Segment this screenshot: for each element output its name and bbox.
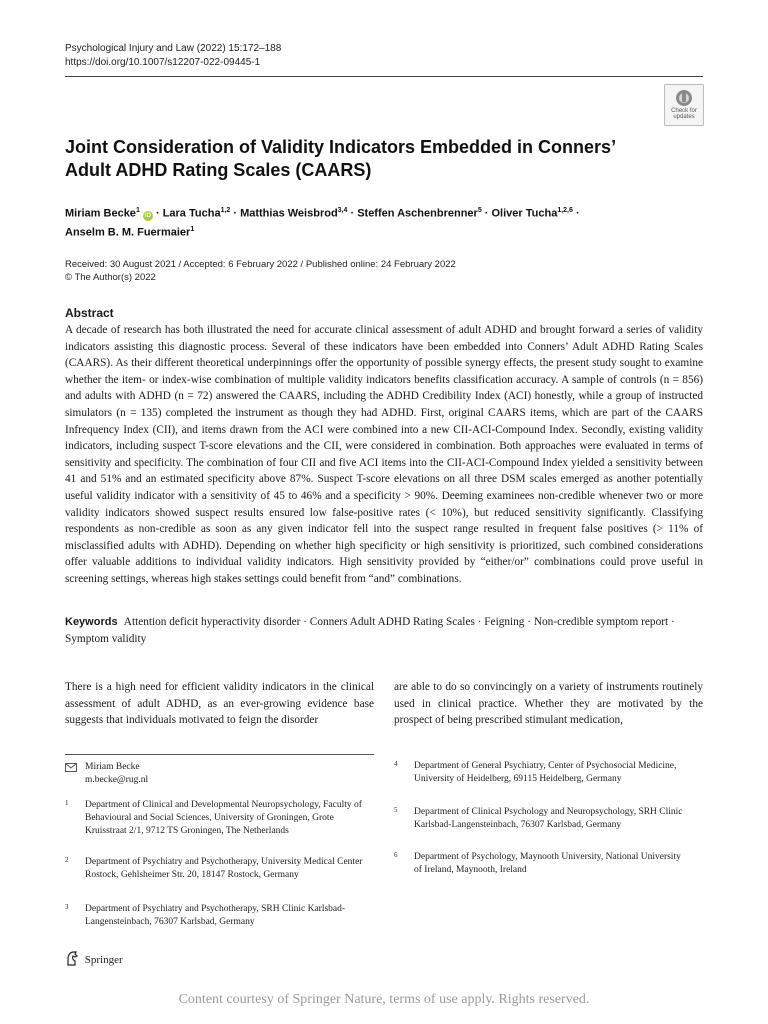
- affiliation-6: [394, 851, 684, 877]
- affiliation-number: 2: [65, 856, 69, 864]
- author-name[interactable]: Miriam Becke: [65, 207, 136, 220]
- affiliation-text: Department of Psychology, Maynooth University, National University of Ireland, Maynooth, Ireland: [414, 852, 681, 875]
- affiliation-5: [394, 806, 684, 832]
- author-list: [65, 203, 625, 240]
- publisher-name: Springer: [84, 954, 123, 966]
- publication-dates: [65, 258, 456, 284]
- badge-line1: Check for: [671, 108, 697, 114]
- correspondence-name: Miriam Becke: [85, 762, 140, 772]
- author-separator: ·: [152, 207, 163, 220]
- author-affiliation-sup: 1,2: [220, 207, 231, 214]
- orcid-icon[interactable]: iD: [144, 212, 151, 219]
- author-affiliation-sup: 1: [135, 207, 140, 214]
- affiliation-number: 4: [394, 760, 398, 768]
- affiliation-text: Department of Psychiatry and Psychotherapy, SRH Clinic Karlsbad-Langensteinbach, 76307 Karlsbad, Germany: [85, 904, 346, 927]
- author-affiliation-sup: 5: [477, 207, 482, 214]
- envelope-icon: [65, 763, 77, 772]
- header-rule: [65, 76, 703, 77]
- affiliation-text: Department of Clinical Psychology and Neuropsychology, SRH Clinic Karlsbad-Langensteinbach, 76307 Karlsbad, Germany: [414, 807, 683, 830]
- keywords: [65, 614, 703, 647]
- courtesy-notice: Content courtesy of Springer Nature, terms of use apply. Rights reserved.: [178, 992, 590, 1007]
- check-for-updates-badge[interactable]: [664, 84, 704, 126]
- affiliation-text: Department of General Psychiatry, Center of Psychosocial Medicine, University of Heidelberg, 69115 Heidelberg, Germany: [414, 761, 677, 784]
- affiliation-1: [65, 799, 365, 838]
- abstract-heading: Abstract: [65, 306, 114, 320]
- article-title: Joint Consideration of Validity Indicators Embedded in Conners’ Adult ADHD Rating Scales (CAARS): [65, 137, 616, 180]
- affiliation-text: Department of Psychiatry and Psychotherapy, University Medical Center Rostock, Gehlsheimer Str. 20, 18147 Rostock, Germany: [85, 857, 363, 880]
- affiliation-number: 1: [65, 799, 69, 807]
- badge-line2: updates: [673, 114, 695, 120]
- journal-citation: Psychological Injury and Law (2022) 15:172–188: [65, 43, 282, 54]
- affiliation-text: Department of Clinical and Developmental Neuropsychology, Faculty of Behavioural and Social Sciences, University of Groningen, Grote Kruisstraat 2/1, 9712 TS Groningen, The Netherlands: [85, 800, 362, 836]
- check-for-updates-icon: [675, 89, 693, 107]
- author-separator: ·: [572, 207, 580, 220]
- author-affiliation-sup: 1: [190, 225, 195, 233]
- author-separator: ·: [481, 207, 492, 220]
- affiliation-2: [65, 856, 365, 882]
- author-affiliation-sup: 1,2,6: [557, 207, 573, 214]
- copyright-notice: © The Author(s) 2022: [65, 272, 156, 283]
- author-name[interactable]: Matthias Weisbrod: [240, 207, 338, 220]
- author-separator: ·: [347, 207, 358, 220]
- author-name[interactable]: Anselm B. M. Fuermaier: [65, 226, 191, 239]
- correspondence-email[interactable]: m.becke@rug.nl: [85, 775, 149, 785]
- publisher-logo: [65, 951, 123, 968]
- affiliation-3: [65, 903, 365, 929]
- author-name[interactable]: Steffen Aschenbrenner: [357, 207, 478, 220]
- correspondence: [65, 761, 374, 787]
- footnote-rule: [65, 754, 374, 755]
- body-text-left: There is a high need for efficient validity indicators in the clinical assessment of adult ADHD, as an ever-growing evidence base suggests that individuals motivated to feign the disorder: [65, 681, 374, 727]
- affiliation-number: 6: [394, 851, 398, 859]
- affiliation-number: 3: [65, 903, 69, 911]
- author-name[interactable]: Oliver Tucha: [491, 207, 558, 220]
- publication-history: Received: 30 August 2021 / Accepted: 6 February 2022 / Published online: 24 February 2022: [65, 259, 456, 270]
- doi-link[interactable]: https://doi.org/10.1007/s12207-022-09445-1: [65, 57, 261, 68]
- author-affiliation-sup: 3,4: [337, 207, 348, 214]
- journal-header: [65, 42, 281, 70]
- keywords-text: Attention deficit hyperactivity disorder · Conners Adult ADHD Rating Scales · Feigning · Non-credible symptom report · Symptom validity: [65, 616, 675, 645]
- abstract-body: A decade of research has both illustrated the need for accurate clinical assessment of adult ADHD and brought forward a series of validity indicators assisting this diagnostic process. Several of these indicators have been embedded into Conners’ Adult ADHD Rating Scales (CAARS). As their different theoretical underpinnings offer the opportunity of possible synergy effects, the present study sought to examine whether the item- or index-wise combination of multiple validity indicators benefits classification accuracy. A sample of controls (n = 856) and adults with ADHD (n = 72) answered the CAARS, including the ADHD Credibility Index (ACI) honestly, while a group of instructed simulators (n = 135) completed the instrument as though they had ADHD. First, original CAARS items, which are part of the CAARS Infrequency Index (CII), and items drawn from the ACI were combined into a new CII-ACI-Compound Index. Secondly, existing validity indicators, including suspect T-score elevations and the CII, were considered in combination. Both approaches were evaluated in terms of sensitivity and specificity. The combination of four CII and five ACI items into the CII-ACI-Compound Index yielded a sensitivity between 41 and 51% and an estimated specificity above 87%. Suspect T-score elevations on all three DSM scales emerged as another potentially useful validity indicator with a sensitivity of 45 to 46% and a specificity > 90%. Deeming examinees non-credible whenever two or more validity indicators showed suspect results ensured low false-positive rates (< 10%), but reduced sensitivity significantly. Classifying respondents as non-credible as soon as any given indicator fell into the suspect range resulted in frequent false positives (> 11% of misclassified adults with ADHD). Depending on whether high specificity or high sensitivity is prioritized, such combined considerations offer valuable additions to individual validity indicators. High sensitivity provided by “either/or” combinations could prove useful in screening settings, whereas high stakes settings could benefit from “and” combinations.: [65, 324, 703, 585]
- author-separator: ·: [230, 207, 241, 220]
- affiliation-4: [394, 760, 684, 786]
- springer-horse-icon: [65, 951, 79, 966]
- author-name[interactable]: Lara Tucha: [162, 207, 221, 220]
- affiliation-number: 5: [394, 806, 398, 814]
- body-text-right: are able to do so convincingly on a variety of instruments routinely used in clinical practice. Whether they are motivated by the prospect of being prescribed stimulant medication,: [394, 681, 703, 727]
- keywords-label: Keywords: [65, 616, 118, 628]
